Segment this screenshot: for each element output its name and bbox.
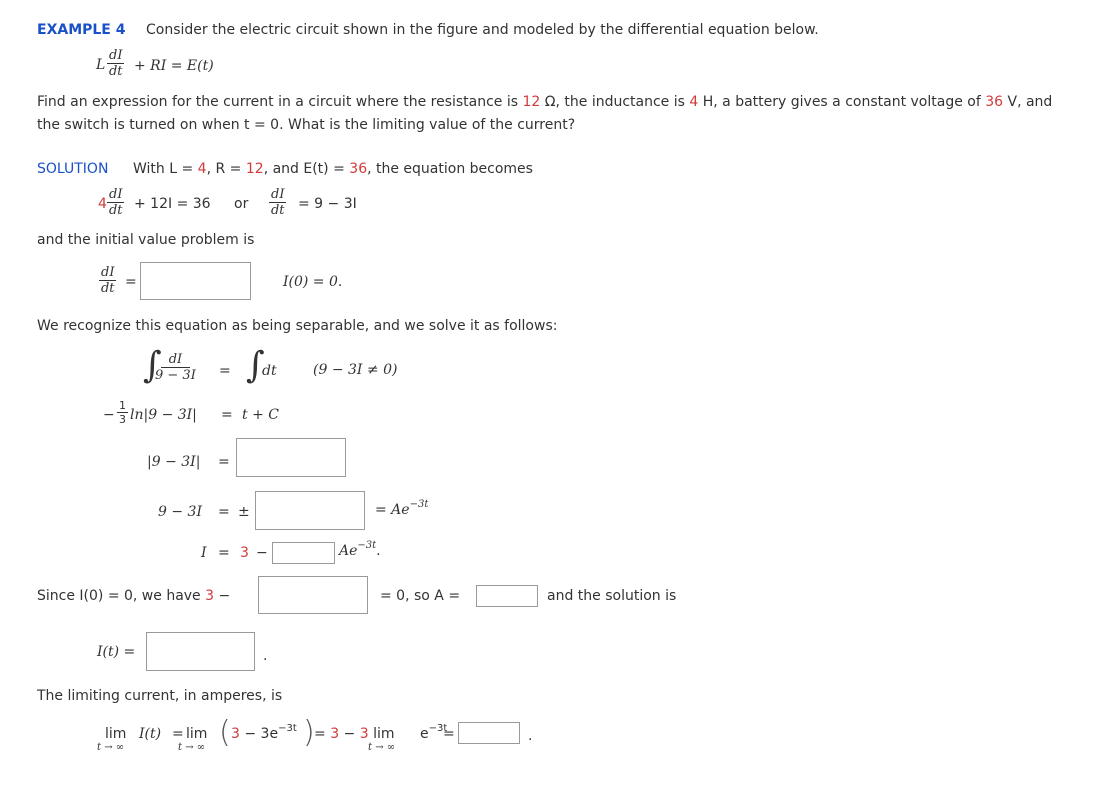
ae-rhs <box>375 499 429 518</box>
i-ae-base: Ae <box>339 543 358 559</box>
since-text <box>37 588 230 604</box>
inductance-value: 4 <box>689 94 699 110</box>
it-period: . <box>263 648 268 664</box>
left-paren: ( <box>219 715 231 750</box>
ln-den: 3 <box>119 413 126 426</box>
solution-label: SOLUTION <box>37 161 109 177</box>
ln-body: ln|9 − 3I| <box>130 407 197 423</box>
ln-prefix: − <box>103 407 115 423</box>
it-answer-input[interactable] <box>146 632 255 671</box>
eq-num: dI <box>109 187 123 202</box>
eq-den: dt <box>108 203 123 218</box>
eq2-num: dI <box>271 187 285 202</box>
i-lhs: I <box>201 545 207 561</box>
sol-E: 36 <box>349 161 368 177</box>
nonzero-condition: (9 − 3I ≠ 0) <box>313 362 398 378</box>
example-intro: Consider the electric circuit shown in the figure and modeled by the differential equation below. <box>146 22 819 38</box>
right-paren: ) <box>303 715 315 750</box>
sol-L: 4 <box>197 161 207 177</box>
de-fraction <box>107 49 124 78</box>
ln-equals: = <box>221 407 233 423</box>
abs-lhs: |9 − 3I| <box>147 454 201 470</box>
sol-R: 12 <box>245 161 264 177</box>
lim-1-sub: t → ∞ <box>97 742 125 753</box>
de-L: L <box>96 57 106 73</box>
i-ae <box>339 540 381 559</box>
ivp-text: and the initial value problem is <box>37 232 255 248</box>
abs-answer-input[interactable] <box>236 438 346 477</box>
integral-rhs: dt <box>262 363 277 379</box>
problem-text-d: V, and <box>1003 94 1053 110</box>
ivp-equals: = <box>125 274 137 290</box>
paren-exponent: −3t <box>278 723 297 734</box>
e-base: e <box>420 726 429 742</box>
lim-2: lim <box>186 726 208 742</box>
i-ae-exponent: −3t <box>357 540 377 551</box>
or-text: or <box>234 196 249 212</box>
i-three: 3 <box>240 545 249 561</box>
linear-equals: = <box>218 504 230 520</box>
since-answer-input[interactable] <box>258 576 368 614</box>
linear-lhs: 9 − 3I <box>158 504 202 520</box>
lim-it: I(t) <box>139 726 162 742</box>
and-solution-text: and the solution is <box>547 588 677 604</box>
sol-text-b: , R = <box>206 161 246 177</box>
ivp-fraction <box>99 266 116 295</box>
sol-text-c: , and E(t) = <box>263 161 350 177</box>
rhs-eq: = <box>314 726 331 742</box>
lim-3-sub: t → ∞ <box>368 742 396 753</box>
eq-rest: + 12I = 36 <box>134 196 211 212</box>
ae-base: = Ae <box>375 502 410 518</box>
a-value-input[interactable] <box>476 585 538 607</box>
ln-num: 1 <box>119 399 126 412</box>
since-prefix: Since I(0) = 0, we have <box>37 588 206 604</box>
voltage-value: 36 <box>985 94 1004 110</box>
since-three: 3 <box>205 588 215 604</box>
eq-fraction <box>107 188 124 217</box>
paren-expr <box>231 723 297 742</box>
ln-fraction <box>117 400 128 425</box>
ivp-num: dI <box>101 265 115 280</box>
problem-text-c: H, a battery gives a constant voltage of <box>698 94 986 110</box>
integral-fraction <box>155 353 196 382</box>
lim-1: lim <box>105 726 127 742</box>
paren-three: 3 <box>231 726 240 742</box>
example-label: EXAMPLE 4 <box>37 22 126 38</box>
problem-line-2: the switch is turned on when t = 0. What is the limiting value of the current? <box>37 117 576 133</box>
solution-intro <box>133 161 533 177</box>
problem-line-1 <box>37 94 1052 110</box>
problem-text-b: Ω, the inductance is <box>540 94 690 110</box>
eq2-den: dt <box>270 203 285 218</box>
integral-equals: = <box>219 363 231 379</box>
pm-answer-input[interactable] <box>255 491 365 530</box>
de-rest: + RI = E(t) <box>134 58 214 74</box>
rhs-minus: − <box>339 726 360 742</box>
it-lhs: I(t) = <box>97 644 136 660</box>
resistance-value: 12 <box>522 94 541 110</box>
sol-text-d: , the equation becomes <box>367 161 533 177</box>
integral-num: dI <box>161 353 190 368</box>
rhs-three-a: 3 <box>330 726 340 742</box>
final-period: . <box>528 728 533 744</box>
since-minus: − <box>214 588 231 604</box>
final-equals: = <box>443 726 455 742</box>
ivp-den: dt <box>100 281 115 296</box>
lim-2-sub: t → ∞ <box>178 742 206 753</box>
rhs-three-b: 3 <box>359 726 369 742</box>
rhs-expr <box>314 726 395 742</box>
ae-exponent: −3t <box>409 499 429 510</box>
t-plus-c: t + C <box>242 407 279 423</box>
lim-equals: = <box>172 726 184 742</box>
i-coef-input[interactable] <box>272 542 335 564</box>
de-num: dI <box>109 48 123 63</box>
sol-text-a: With L = <box>133 161 198 177</box>
i-minus: − <box>256 545 268 561</box>
abs-equals: = <box>218 454 230 470</box>
ivp-answer-input[interactable] <box>140 262 251 300</box>
limit-answer-input[interactable] <box>458 722 520 744</box>
eq2-rest: = 9 − 3I <box>298 196 357 212</box>
integral-den: 9 − 3I <box>155 368 196 383</box>
rhs-lim: lim <box>368 726 395 742</box>
integral-sign-right: ∫ <box>246 345 265 386</box>
eq2-fraction <box>269 188 286 217</box>
ivp-condition: I(0) = 0. <box>283 274 343 290</box>
plus-minus: ± <box>238 504 250 520</box>
problem-text-a: Find an expression for the current in a circuit where the resistance is <box>37 94 523 110</box>
eq-coef: 4 <box>98 196 107 212</box>
i-period: . <box>376 543 381 559</box>
integral-sign-left: ∫ <box>143 345 162 386</box>
de-den: dt <box>108 64 123 79</box>
zero-so-text: = 0, so A = <box>380 588 461 604</box>
separable-text: We recognize this equation as being separable, and we solve it as follows: <box>37 318 558 334</box>
limit-text: The limiting current, in amperes, is <box>37 688 283 704</box>
paren-minus-3e: − 3e <box>239 726 279 742</box>
e-exponent: −3t <box>428 723 448 734</box>
i-equals: = <box>218 545 230 561</box>
